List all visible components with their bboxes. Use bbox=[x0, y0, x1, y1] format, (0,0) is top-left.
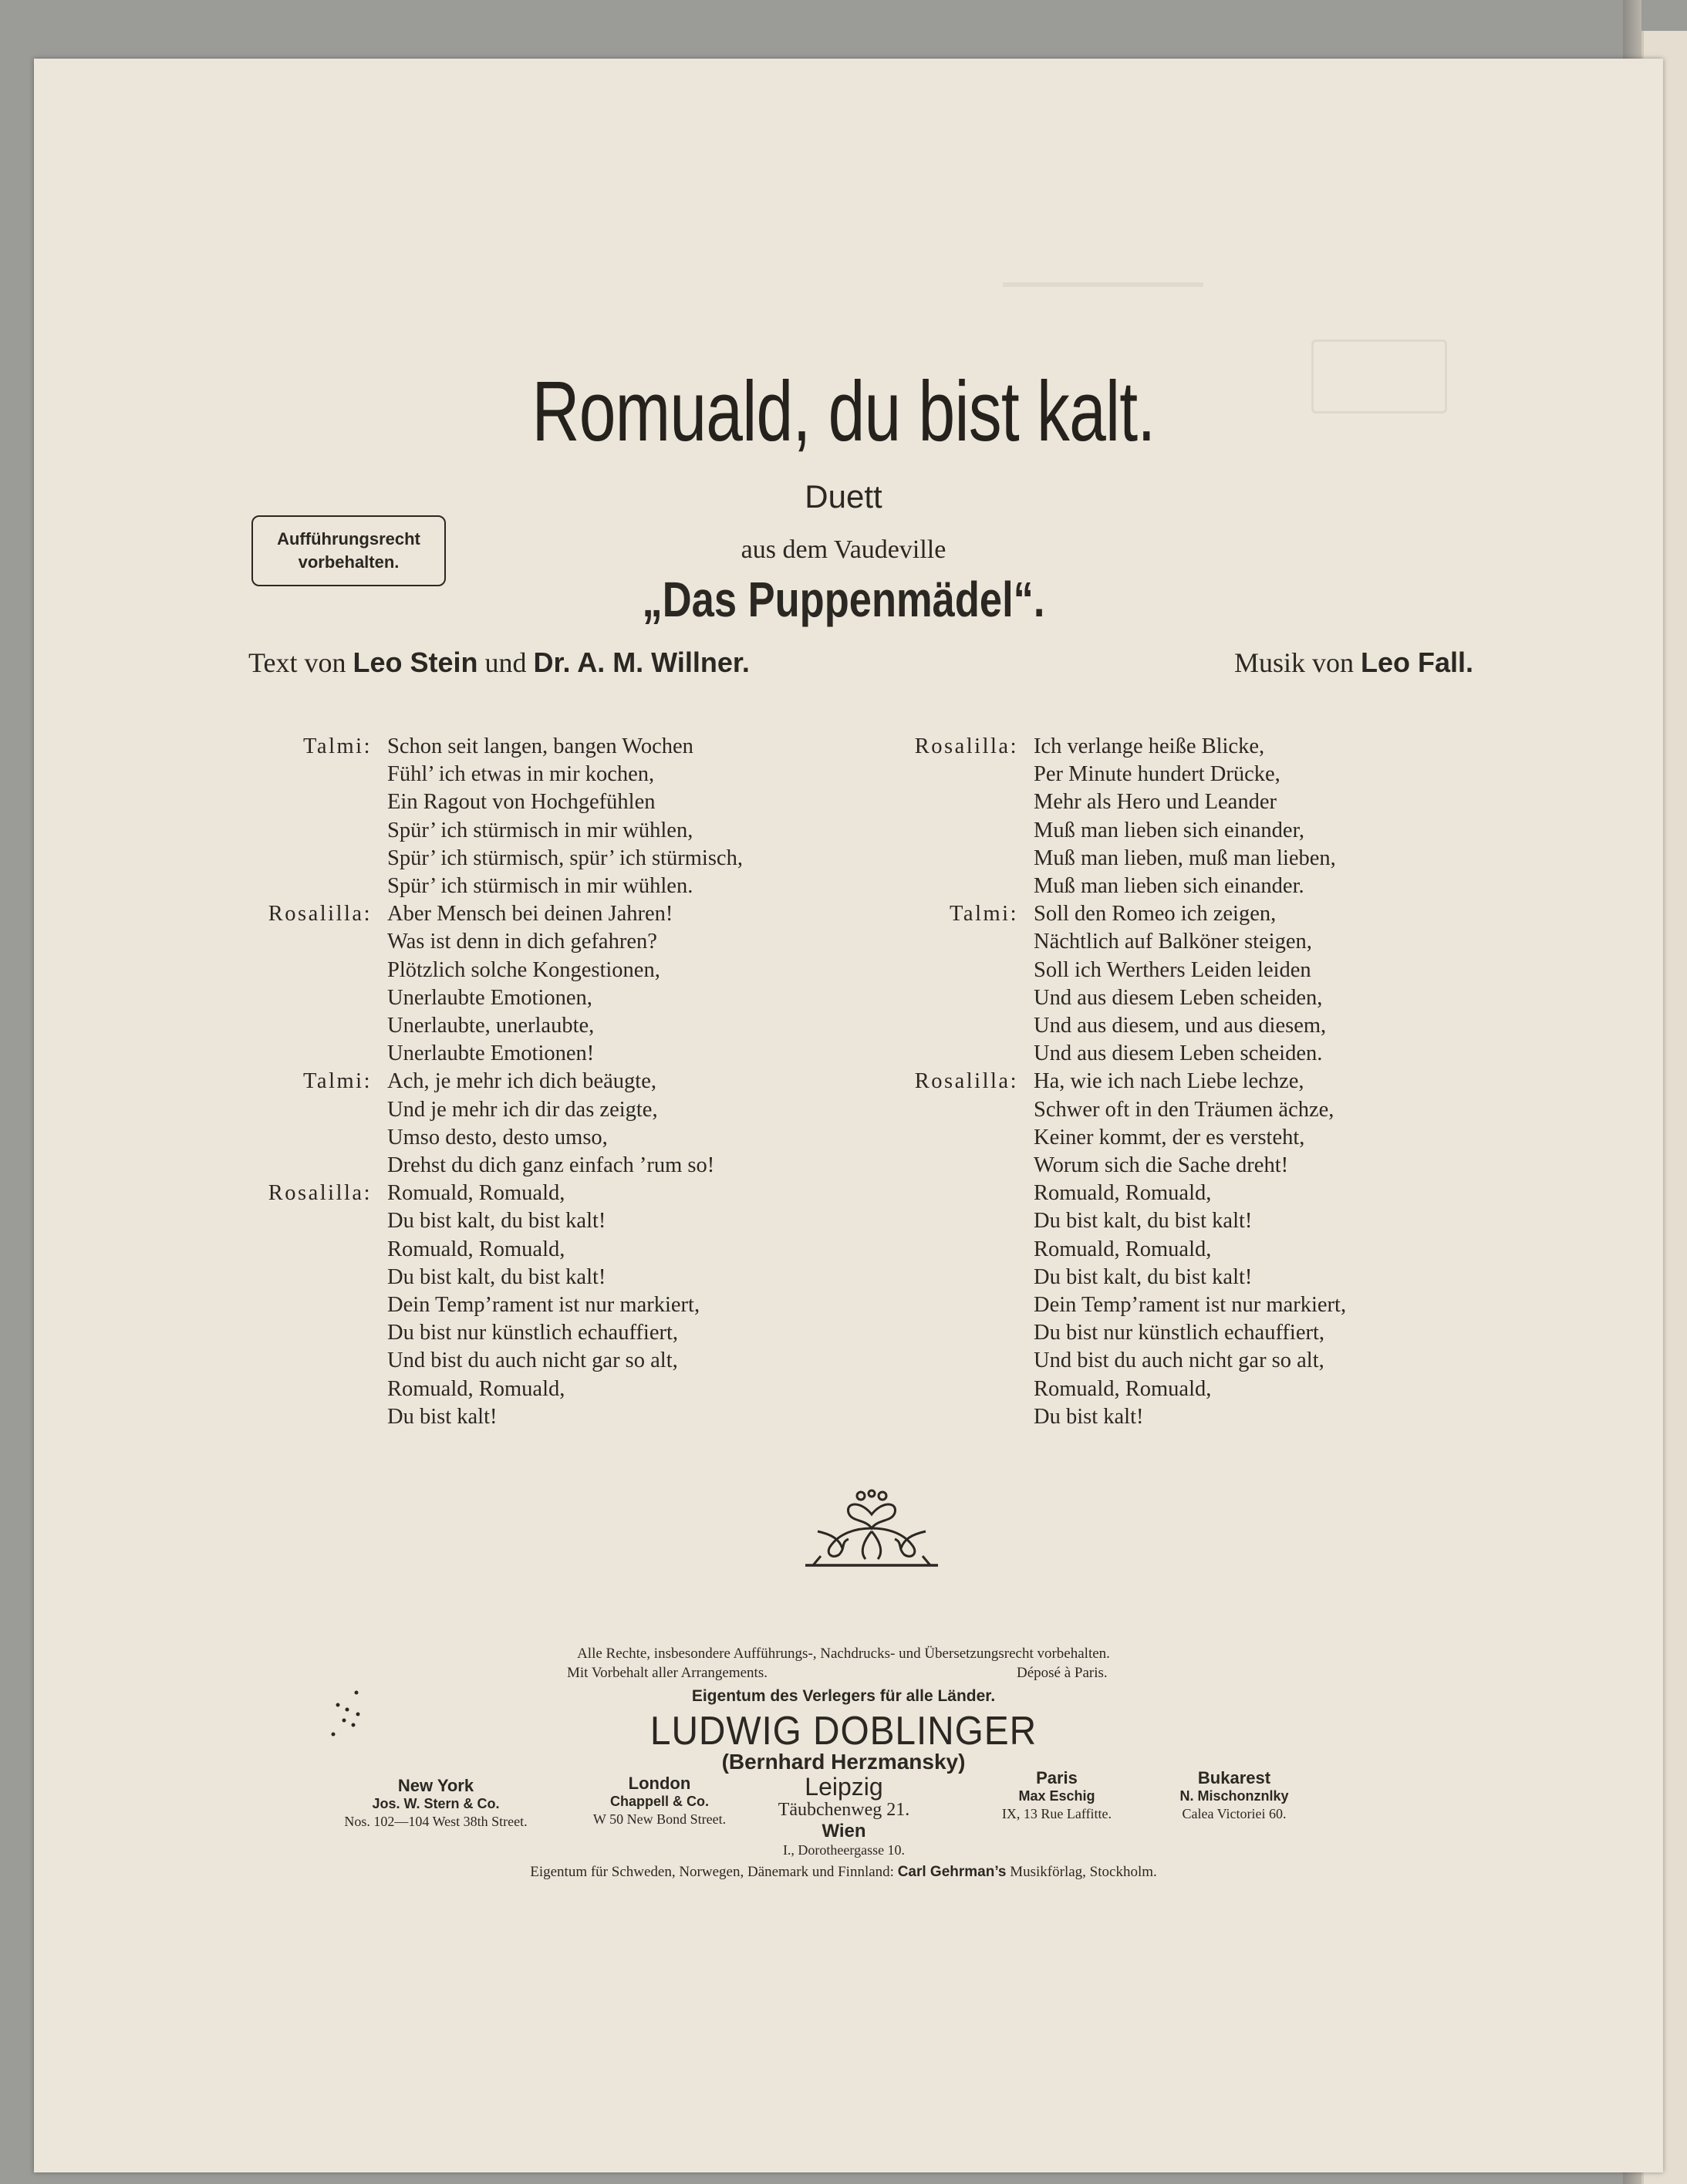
lyric-line: Muß man lieben, muß man lieben, bbox=[1034, 846, 1336, 870]
lyric-row bbox=[233, 1207, 865, 1235]
lyric-row bbox=[887, 1403, 1504, 1431]
lyric-row bbox=[887, 984, 1504, 1012]
city-address: Calea Victoriei 60. bbox=[1182, 1806, 1287, 1821]
lyric-line: Plötzlich solche Kongestionen, bbox=[387, 957, 660, 982]
speaker-label bbox=[233, 845, 387, 873]
speaker-label bbox=[887, 957, 1034, 984]
speaker-label bbox=[233, 928, 387, 956]
lyric-row bbox=[887, 761, 1504, 788]
city-name: Bukarest bbox=[1197, 1768, 1271, 1787]
city-firm: Max Eschig bbox=[1018, 1788, 1095, 1804]
lyric-row bbox=[887, 1347, 1504, 1375]
author-2: Dr. A. M. Willner. bbox=[533, 646, 750, 678]
lyric-line: Ein Ragout von Hochgefühlen bbox=[387, 790, 656, 815]
decorative-vignette-icon bbox=[795, 1485, 949, 1570]
speaker-label bbox=[887, 1152, 1034, 1180]
city-name: London bbox=[628, 1774, 691, 1793]
lyric-line: Romuald, Romuald, bbox=[1034, 1376, 1212, 1401]
city-paris bbox=[957, 1769, 1157, 1823]
speaker-label bbox=[887, 1124, 1034, 1152]
lyric-row bbox=[233, 984, 865, 1012]
lyric-row bbox=[233, 1012, 865, 1040]
lyric-line: Unerlaubte Emotionen! bbox=[387, 1041, 595, 1066]
speaker-label bbox=[233, 1291, 387, 1319]
speaker-label bbox=[233, 761, 387, 788]
lyric-row bbox=[887, 1264, 1504, 1291]
lyric-line: Drehst du dich ganz einfach ’rum so! bbox=[387, 1153, 715, 1178]
rights-notice: Alle Rechte, insbesondere Aufführungs-, Nachdrucks- und Übersetzungsrecht vorbehalten. bbox=[577, 1646, 1110, 1662]
lyric-row bbox=[887, 1319, 1504, 1347]
speaker-label: Rosalilla: bbox=[268, 902, 372, 927]
lyric-row bbox=[887, 788, 1504, 816]
lyric-row bbox=[887, 1291, 1504, 1319]
lyric-line: Keiner kommt, der es versteht, bbox=[1034, 1125, 1305, 1149]
lyric-row bbox=[887, 1207, 1504, 1235]
lyric-row bbox=[233, 957, 865, 984]
speaker-label bbox=[233, 1124, 387, 1152]
lyric-line: Dein Temp’rament ist nur markiert, bbox=[1034, 1293, 1347, 1318]
rights-line-2: vorbehalten. bbox=[298, 552, 400, 572]
lyric-row bbox=[887, 900, 1504, 928]
city-address: Täubchenweg 21. bbox=[778, 1800, 910, 1820]
lyric-row bbox=[233, 788, 865, 816]
speaker-label bbox=[233, 1376, 387, 1403]
lyric-line: Du bist nur künstlich echauffiert, bbox=[1034, 1321, 1325, 1345]
publisher-name: LUDWIG DOBLINGER bbox=[649, 1709, 1038, 1754]
lyric-line: Soll den Romeo ich zeigen, bbox=[1034, 902, 1277, 927]
city-leipzig bbox=[728, 1774, 960, 1821]
city-bukarest bbox=[1134, 1769, 1334, 1823]
lyric-line: Romuald, Romuald, bbox=[387, 1376, 565, 1401]
lyric-row bbox=[887, 1096, 1504, 1124]
lyric-line: Dein Temp’rament ist nur markiert, bbox=[387, 1293, 700, 1318]
lyric-line: Romuald, Romuald, bbox=[387, 1237, 565, 1261]
speaker-label bbox=[233, 788, 387, 816]
lyric-line: Mehr als Hero und Leander bbox=[1034, 790, 1277, 815]
lyric-row bbox=[887, 1012, 1504, 1040]
city-newyork bbox=[324, 1777, 548, 1831]
city-address: I., Dorotheergasse 10. bbox=[782, 1842, 906, 1858]
city-address: Nos. 102—104 West 38th Street. bbox=[344, 1814, 528, 1829]
speaker-label bbox=[887, 1040, 1034, 1068]
lyric-row bbox=[233, 1376, 865, 1403]
lyric-row bbox=[233, 1096, 865, 1124]
lyric-row bbox=[887, 1124, 1504, 1152]
lyric-line: Und je mehr ich dir das zeigte, bbox=[387, 1097, 658, 1122]
speaker-label: Rosalilla: bbox=[914, 1069, 1018, 1094]
lyric-line: Unerlaubte Emotionen, bbox=[387, 985, 592, 1010]
lyric-line: Ach, je mehr ich dich beäugte, bbox=[387, 1069, 656, 1094]
song-title: Romuald, du bist kalt. bbox=[531, 364, 1156, 459]
composer-name: Leo Fall. bbox=[1360, 646, 1473, 678]
lyric-row bbox=[233, 1180, 865, 1207]
city-address: W 50 New Bond Street. bbox=[592, 1811, 727, 1827]
speaker-label bbox=[233, 984, 387, 1012]
lyric-row bbox=[233, 928, 865, 956]
speaker-label bbox=[233, 1236, 387, 1264]
author-1: Leo Stein bbox=[353, 646, 478, 678]
speaker-label bbox=[887, 1319, 1034, 1347]
lyric-row bbox=[233, 845, 865, 873]
lyric-line: Spür’ ich stürmisch in mir wühlen. bbox=[387, 874, 693, 899]
lyric-row bbox=[887, 733, 1504, 761]
subtitle-duett: Duett bbox=[805, 478, 882, 515]
lyric-row bbox=[233, 900, 865, 928]
lyric-line: Per Minute hundert Drücke, bbox=[1034, 762, 1280, 787]
speaker-label bbox=[887, 984, 1034, 1012]
speaker-label bbox=[887, 1207, 1034, 1235]
city-name: Paris bbox=[1036, 1768, 1078, 1787]
city-address: IX, 13 Rue Laffitte. bbox=[1001, 1806, 1112, 1821]
lyricist-credit bbox=[248, 646, 750, 679]
music-prefix: Musik von bbox=[1233, 647, 1354, 678]
speaker-label bbox=[233, 1207, 387, 1235]
lyric-line: Ha, wie ich nach Liebe lechze, bbox=[1034, 1069, 1304, 1094]
text-prefix: Text von bbox=[248, 647, 346, 678]
speaker-label bbox=[887, 1376, 1034, 1403]
speaker-label: Rosalilla: bbox=[914, 734, 1018, 758]
lyric-row bbox=[887, 1180, 1504, 1207]
speaker-label bbox=[887, 1403, 1034, 1431]
lyric-line: Unerlaubte, unerlaubte, bbox=[387, 1014, 595, 1038]
lyric-row bbox=[887, 1068, 1504, 1095]
lyric-row bbox=[233, 1264, 865, 1291]
lyric-row bbox=[887, 1236, 1504, 1264]
lyric-line: Schwer oft in den Träumen ächze, bbox=[1034, 1097, 1334, 1122]
lyric-line: Du bist kalt, du bist kalt! bbox=[387, 1264, 606, 1289]
lyric-line: Du bist kalt! bbox=[387, 1404, 498, 1429]
speaker-label: Talmi: bbox=[950, 902, 1018, 927]
scandinavia-suffix: Musikförlag, Stockholm. bbox=[1010, 1864, 1157, 1880]
lyric-line: Aber Mensch bei deinen Jahren! bbox=[387, 902, 673, 927]
lyrics-column-left bbox=[233, 733, 865, 1431]
lyric-row bbox=[887, 928, 1504, 956]
speaker-label bbox=[887, 788, 1034, 816]
lyric-row bbox=[887, 1376, 1504, 1403]
speaker-label: Rosalilla: bbox=[268, 1181, 372, 1206]
speaker-label bbox=[887, 1012, 1034, 1040]
city-name: New York bbox=[397, 1776, 474, 1795]
speaker-label bbox=[233, 817, 387, 845]
speaker-label bbox=[887, 817, 1034, 845]
city-name: Leipzig bbox=[805, 1773, 883, 1801]
city-firm: N. Mischonznlky bbox=[1179, 1788, 1289, 1804]
lyric-line: Was ist denn in dich gefahren? bbox=[387, 930, 657, 954]
performance-rights-stamp bbox=[251, 515, 446, 586]
scandinavia-firm: Carl Gehrman’s bbox=[897, 1864, 1007, 1880]
lyric-row bbox=[233, 1319, 865, 1347]
lyric-row bbox=[233, 1291, 865, 1319]
city-name: Wien bbox=[822, 1821, 866, 1841]
bleed-through-ghost bbox=[1003, 247, 1203, 287]
lyric-row bbox=[887, 1152, 1504, 1180]
lyric-line: Du bist kalt! bbox=[1034, 1404, 1144, 1429]
speaker-label bbox=[887, 1236, 1034, 1264]
speaker-label bbox=[887, 928, 1034, 956]
speaker-label bbox=[887, 1347, 1034, 1375]
lyric-line: Spür’ ich stürmisch, spür’ ich stürmisch, bbox=[387, 846, 743, 870]
speaker-label bbox=[887, 1180, 1034, 1207]
speaker-label bbox=[233, 1040, 387, 1068]
speaker-label bbox=[233, 1403, 387, 1431]
lyric-line: Und aus diesem Leben scheiden. bbox=[1034, 1041, 1323, 1066]
speaker-label: Talmi: bbox=[303, 1069, 372, 1094]
speaker-label bbox=[887, 761, 1034, 788]
lyric-line: Nächtlich auf Balköner steigen, bbox=[1034, 930, 1312, 954]
speaker-label bbox=[233, 1264, 387, 1291]
lyric-line: Umso desto, desto umso, bbox=[387, 1125, 608, 1149]
lyric-line: Ich verlange heiße Blicke, bbox=[1034, 734, 1265, 758]
lyric-row bbox=[887, 1040, 1504, 1068]
operetta-title: „Das Puppenmädel“. bbox=[642, 572, 1045, 627]
speaker-label bbox=[887, 1264, 1034, 1291]
lyric-row bbox=[233, 733, 865, 761]
author-joiner: und bbox=[484, 647, 527, 678]
arrangements-notice: Mit Vorbehalt aller Arrangements. bbox=[567, 1665, 768, 1681]
speaker-label bbox=[233, 1012, 387, 1040]
city-firm: Jos. W. Stern & Co. bbox=[372, 1796, 500, 1811]
lyric-row bbox=[233, 817, 865, 845]
lyric-line: Schon seit langen, bangen Wochen bbox=[387, 734, 693, 758]
publisher-subtitle: (Bernhard Herzmansky) bbox=[721, 1750, 966, 1774]
lyric-line: Romuald, Romuald, bbox=[1034, 1237, 1212, 1261]
lyric-line: Romuald, Romuald, bbox=[1034, 1181, 1212, 1206]
speaker-label bbox=[887, 873, 1034, 900]
speaker-label: Talmi: bbox=[303, 734, 372, 758]
scandinavia-notice bbox=[0, 1864, 1687, 1881]
lyric-row bbox=[233, 873, 865, 900]
lyric-line: Fühl’ ich etwas in mir kochen, bbox=[387, 762, 655, 787]
lyric-line: Und aus diesem Leben scheiden, bbox=[1034, 985, 1323, 1010]
lyric-line: Muß man lieben sich einander. bbox=[1034, 874, 1304, 899]
lyric-row bbox=[887, 817, 1504, 845]
lyric-line: Du bist kalt, du bist kalt! bbox=[1034, 1264, 1253, 1289]
lyric-row bbox=[887, 873, 1504, 900]
lyric-line: Und bist du auch nicht gar so alt, bbox=[1034, 1349, 1324, 1373]
lyric-line: Muß man lieben sich einander, bbox=[1034, 818, 1305, 842]
lyric-line: Du bist nur künstlich echauffiert, bbox=[387, 1321, 679, 1345]
lyric-row bbox=[233, 1236, 865, 1264]
lyric-row bbox=[233, 1152, 865, 1180]
lyric-line: Soll ich Werthers Leiden leiden bbox=[1034, 957, 1311, 982]
lyric-row bbox=[233, 1068, 865, 1095]
lyric-row bbox=[233, 1403, 865, 1431]
lyric-row bbox=[233, 1040, 865, 1068]
speaker-label bbox=[233, 1096, 387, 1124]
source-line: aus dem Vaudeville bbox=[741, 535, 946, 564]
lyric-row bbox=[887, 957, 1504, 984]
lyric-line: Romuald, Romuald, bbox=[387, 1181, 565, 1206]
lyric-row bbox=[887, 845, 1504, 873]
lyric-row bbox=[233, 1124, 865, 1152]
lyric-row bbox=[233, 1347, 865, 1375]
speaker-label bbox=[233, 1319, 387, 1347]
lyric-line: Und aus diesem, und aus diesem, bbox=[1034, 1014, 1327, 1038]
scandinavia-prefix: Eigentum für Schweden, Norwegen, Dänemark und Finnland: bbox=[530, 1864, 894, 1880]
rights-line-1: Aufführungsrecht bbox=[277, 529, 420, 549]
lyric-line: Du bist kalt, du bist kalt! bbox=[1034, 1209, 1253, 1234]
speaker-label bbox=[887, 845, 1034, 873]
property-notice: Eigentum des Verlegers für alle Länder. bbox=[691, 1687, 996, 1705]
speaker-label bbox=[233, 1347, 387, 1375]
lyric-row bbox=[233, 761, 865, 788]
lyrics-column-right bbox=[887, 733, 1504, 1431]
lyric-line: Spür’ ich stürmisch in mir wühlen, bbox=[387, 818, 693, 842]
lyric-line: Du bist kalt, du bist kalt! bbox=[387, 1209, 606, 1234]
city-firm: Chappell & Co. bbox=[609, 1794, 709, 1809]
depose-notice: Déposé à Paris. bbox=[1017, 1665, 1108, 1681]
speaker-label bbox=[233, 1152, 387, 1180]
lyric-line: Worum sich die Sache dreht! bbox=[1034, 1153, 1289, 1178]
lyric-line: Und bist du auch nicht gar so alt, bbox=[387, 1349, 678, 1373]
speaker-label bbox=[233, 957, 387, 984]
composer-credit bbox=[1234, 646, 1473, 679]
speaker-label bbox=[887, 1096, 1034, 1124]
speaker-label bbox=[233, 873, 387, 900]
city-wien bbox=[728, 1822, 960, 1859]
speaker-label bbox=[887, 1291, 1034, 1319]
